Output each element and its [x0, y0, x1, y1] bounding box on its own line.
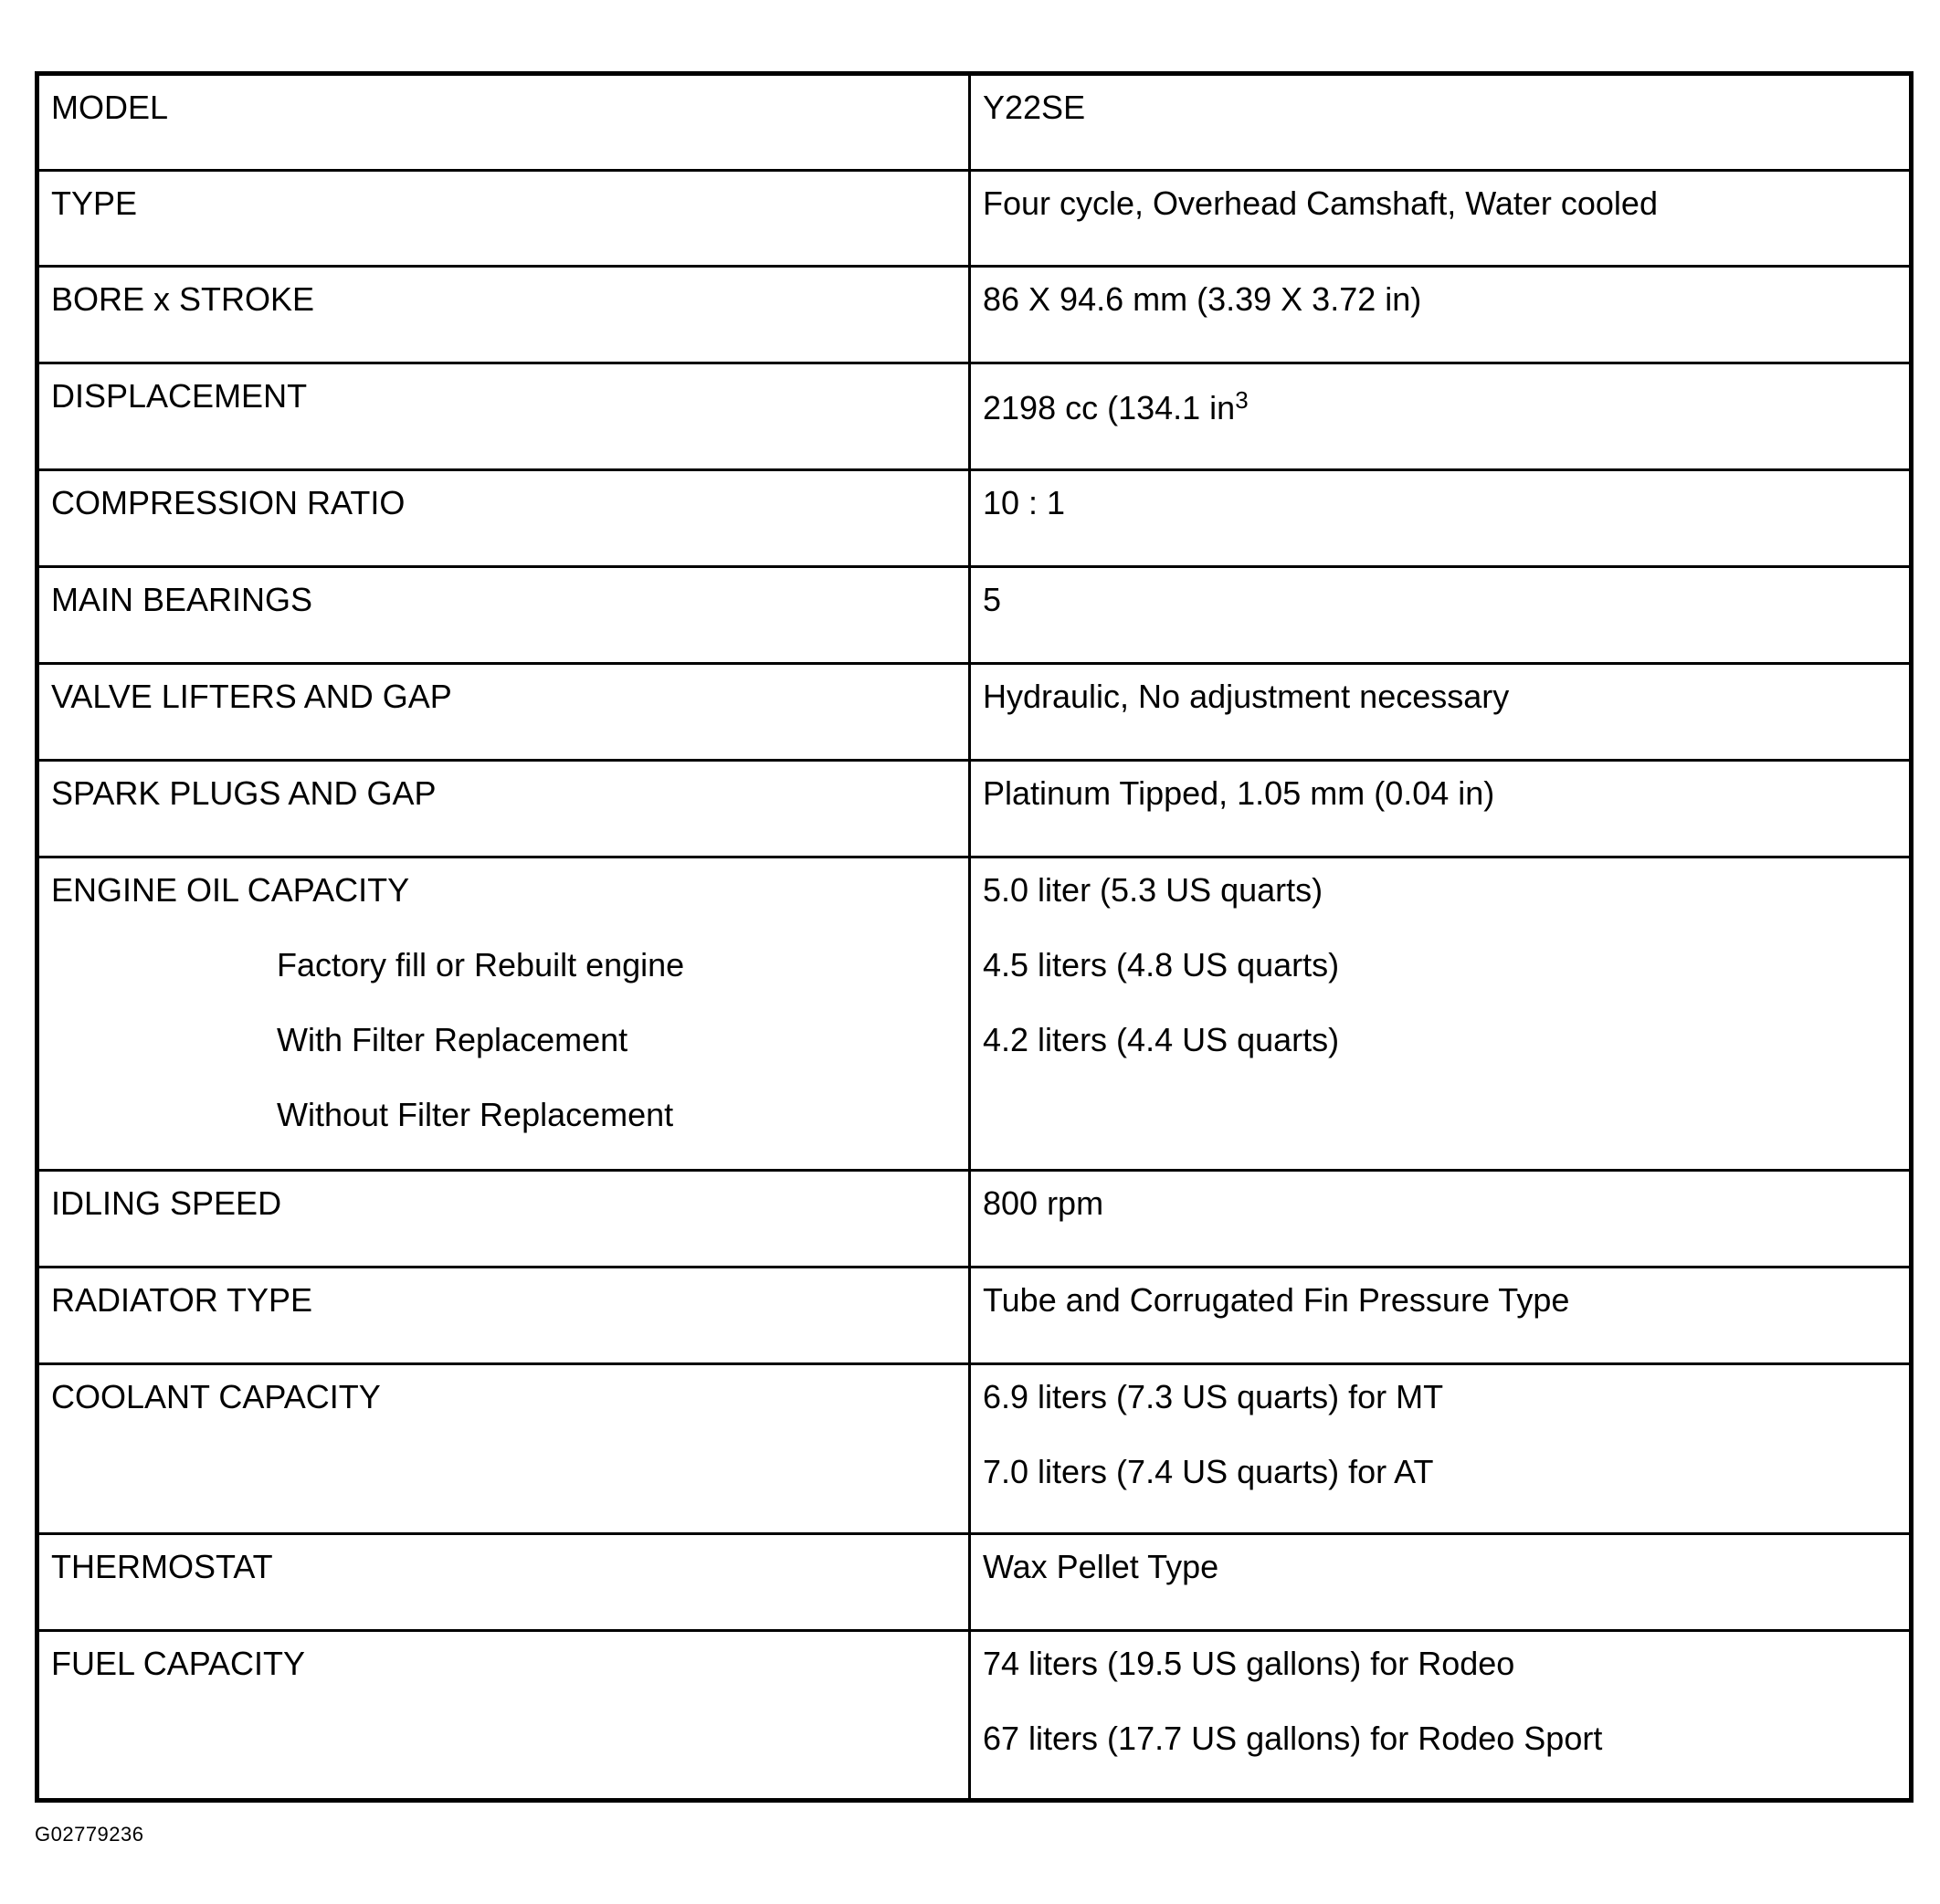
spec-value-cell — [970, 470, 1912, 567]
spec-value: 86 X 94.6 mm (3.39 X 3.72 in) — [983, 280, 1422, 318]
spec-value: Tube and Corrugated Fin Pressure Type — [983, 1281, 1570, 1319]
spec-label-cell — [37, 1364, 970, 1534]
engine-spec-table — [35, 71, 1914, 1803]
spec-sublabel: With Filter Replacement — [277, 1021, 628, 1058]
spec-value-cell — [970, 1171, 1912, 1268]
spec-label-cell — [37, 567, 970, 664]
spec-label: RADIATOR TYPE — [51, 1281, 313, 1319]
figure-id: G02779236 — [35, 1823, 144, 1846]
spec-value-cell — [970, 567, 1912, 664]
spec-value: Wax Pellet Type — [983, 1548, 1219, 1585]
spec-value: 5.0 liter (5.3 US quarts) — [983, 871, 1323, 909]
spec-value-cell — [970, 857, 1912, 1171]
spec-row-idling-speed — [37, 1171, 1912, 1268]
spec-label-cell — [37, 761, 970, 857]
spec-value: 74 liters (19.5 US gallons) for Rodeo — [983, 1645, 1515, 1682]
spec-value: Platinum Tipped, 1.05 mm (0.04 in) — [983, 774, 1495, 812]
spec-label-cell — [37, 664, 970, 761]
spec-label: MODEL — [51, 89, 169, 126]
spec-label-cell — [37, 1171, 970, 1268]
spec-value-cell — [970, 1268, 1912, 1364]
spec-value-cell — [970, 363, 1912, 470]
spec-label: THERMOSTAT — [51, 1548, 273, 1585]
spec-label: TYPE — [51, 184, 138, 222]
spec-label: DISPLACEMENT — [51, 377, 308, 415]
spec-value-cell — [970, 267, 1912, 363]
spec-value-cell — [970, 664, 1912, 761]
spec-label-cell — [37, 1534, 970, 1631]
spec-value: Hydraulic, No adjustment necessary — [983, 678, 1510, 715]
spec-row-bore-stroke — [37, 267, 1912, 363]
spec-value: Y22SE — [983, 89, 1086, 126]
spec-row-coolant-capacity — [37, 1364, 1912, 1534]
spec-value: 10 : 1 — [983, 484, 1066, 521]
spec-row-model — [37, 74, 1912, 171]
spec-value-cell — [970, 74, 1912, 171]
spec-label: COMPRESSION RATIO — [51, 484, 406, 521]
spec-label: IDLING SPEED — [51, 1184, 282, 1222]
spec-value-cell — [970, 1631, 1912, 1801]
spec-label: COOLANT CAPACITY — [51, 1378, 381, 1415]
spec-row-radiator-type — [37, 1268, 1912, 1364]
spec-row-main-bearings — [37, 567, 1912, 664]
spec-value-cell — [970, 1534, 1912, 1631]
spec-value-cell — [970, 761, 1912, 857]
spec-value: 4.2 liters (4.4 US quarts) — [983, 1021, 1340, 1058]
spec-label: BORE x STROKE — [51, 280, 315, 318]
spec-label-cell — [37, 363, 970, 470]
spec-label: SPARK PLUGS AND GAP — [51, 774, 437, 812]
spec-value: 67 liters (17.7 US gallons) for Rodeo Sport — [983, 1720, 1603, 1757]
spec-value-cell — [970, 1364, 1912, 1534]
spec-row-valve-lifters — [37, 664, 1912, 761]
spec-label: MAIN BEARINGS — [51, 581, 313, 618]
spec-label-cell — [37, 1631, 970, 1801]
spec-value: 7.0 liters (7.4 US quarts) for AT — [983, 1453, 1434, 1490]
displacement-text: 2198 cc (134.1 in — [983, 389, 1236, 426]
spec-label-cell — [37, 267, 970, 363]
spec-row-thermostat — [37, 1534, 1912, 1631]
spec-sublabel: Factory fill or Rebuilt engine — [277, 946, 685, 984]
spec-sublabel: Without Filter Replacement — [277, 1096, 674, 1133]
spec-value: 4.5 liters (4.8 US quarts) — [983, 946, 1340, 984]
spec-label-cell — [37, 171, 970, 267]
spec-value — [983, 364, 1909, 425]
spec-row-type — [37, 171, 1912, 267]
spec-row-fuel-capacity — [37, 1631, 1912, 1801]
spec-label-cell — [37, 1268, 970, 1364]
spec-row-engine-oil — [37, 857, 1912, 1171]
spec-row-displacement — [37, 363, 1912, 470]
spec-value: 6.9 liters (7.3 US quarts) for MT — [983, 1378, 1444, 1415]
spec-label-cell — [37, 857, 970, 1171]
spec-label: FUEL CAPACITY — [51, 1645, 306, 1682]
spec-value-cell — [970, 171, 1912, 267]
spec-value: Four cycle, Overhead Camshaft, Water cooled — [983, 184, 1658, 222]
spec-label-cell — [37, 470, 970, 567]
spec-row-compression — [37, 470, 1912, 567]
spec-value: 5 — [983, 581, 1002, 618]
spec-label: ENGINE OIL CAPACITY — [51, 871, 410, 909]
spec-label: VALVE LIFTERS AND GAP — [51, 678, 452, 715]
spec-row-spark-plugs — [37, 761, 1912, 857]
cubic-exponent: 3 — [1235, 386, 1249, 414]
spec-label-cell — [37, 74, 970, 171]
spec-value: 800 rpm — [983, 1184, 1104, 1222]
